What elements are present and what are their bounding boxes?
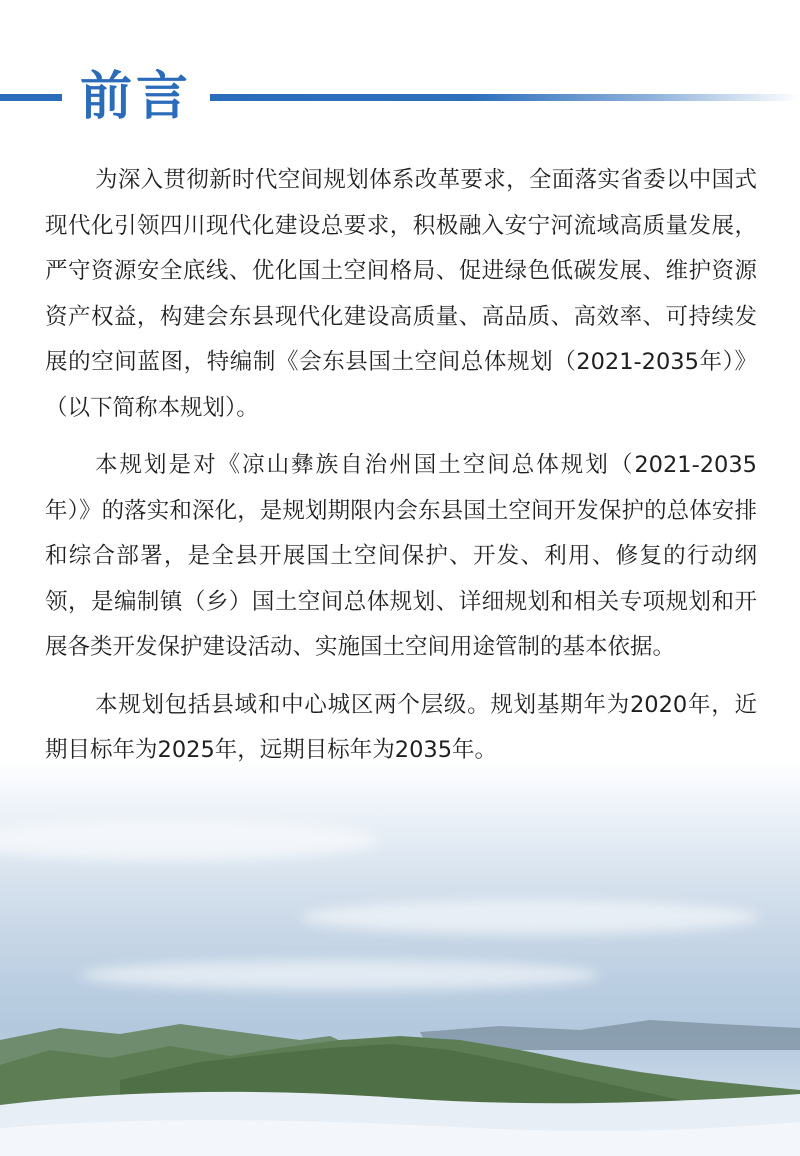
paragraph: 本规划是对《凉山彝族自治州国土空间总体规划（2021-2035年）》的落实和深化，是规划期限内会东县国土空间开发保护的总体安排和综合部署，是全县开展国土空间保护、开发、利用、修复的行动纲领，是编制镇（乡）国土空间总体规划、详细规划和相关专项规划和开展各类开发保护建设活动、实施国土空间用途管制的基本依据。 xyxy=(45,452,757,660)
page-title: 前言 xyxy=(80,67,193,127)
paragraph: 本规划包括县域和中心城区两个层级。规划基期年为2020年，近期目标年为2025年，远期目标年为2035年。 xyxy=(45,691,757,763)
mountain-landscape xyxy=(0,1010,800,1156)
section-heading xyxy=(0,62,800,132)
body-content xyxy=(45,158,757,786)
cloud-band xyxy=(300,900,760,934)
cloud-band xyxy=(80,960,600,990)
heading-rule-right xyxy=(210,94,800,101)
heading-rule-left xyxy=(0,94,62,101)
paragraph: 为深入贯彻新时代空间规划体系改革要求，全面落实省委以中国式现代化引领四川现代化建设总要求，积极融入安宁河流域高质量发展，严守资源安全底线、优化国土空间格局、促进绿色低碳发展、维护资源资产权益，构建会东县现代化建设高质量、高品质、高效率、可持续发展的空间蓝图，特编制《会东县国土空间总体规划（2021-2035年）》（以下简称本规划）。 xyxy=(45,167,757,421)
